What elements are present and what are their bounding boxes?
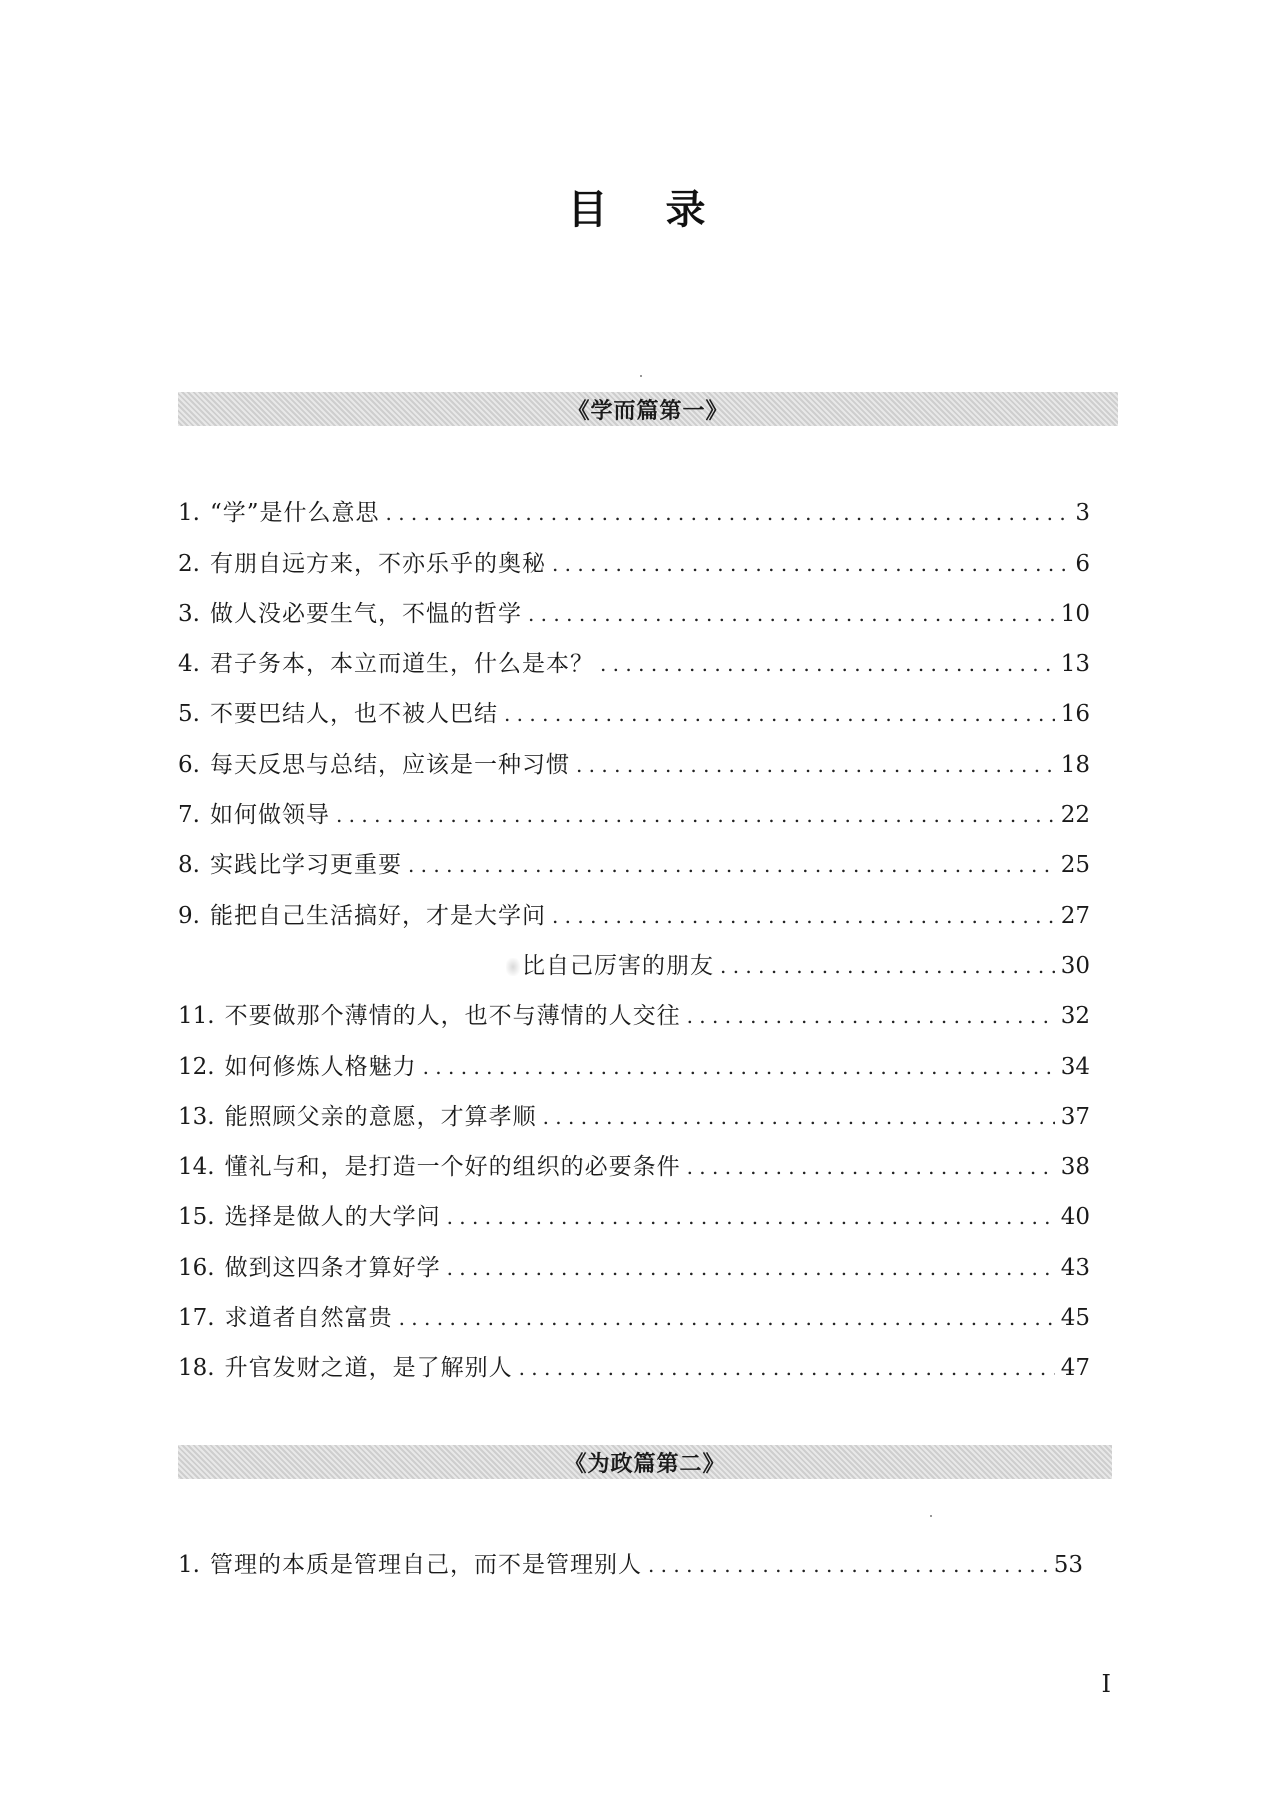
toc-entry-page: 45 bbox=[1060, 1305, 1090, 1332]
toc-entry-title: 选择是做人的大学问 bbox=[224, 1204, 441, 1231]
toc-entry-page: 53 bbox=[1053, 1552, 1083, 1579]
dot-leader bbox=[528, 599, 1055, 629]
toc-entry-title: 如何修炼人格魅力 bbox=[224, 1053, 417, 1080]
toc-entry bbox=[178, 880, 1090, 930]
toc-entry bbox=[178, 1283, 1090, 1333]
toc-entry-page: 30 bbox=[1060, 952, 1090, 979]
toc-entry bbox=[178, 1082, 1090, 1132]
dot-leader bbox=[423, 1052, 1055, 1082]
dot-leader bbox=[447, 1202, 1055, 1232]
toc-entry bbox=[178, 1182, 1090, 1232]
page-title: 目 录 bbox=[567, 187, 728, 233]
toc-entry-page: 47 bbox=[1060, 1355, 1090, 1382]
toc-entry-page: 6 bbox=[1075, 550, 1090, 577]
dot-leader bbox=[687, 1001, 1055, 1031]
toc-entry-title: 做人没必要生气，不愠的哲学 bbox=[209, 600, 522, 627]
toc-entry-number: 2. bbox=[178, 550, 200, 577]
toc-entry-page: 40 bbox=[1060, 1204, 1090, 1231]
toc-entry-page: 43 bbox=[1060, 1254, 1090, 1281]
toc-entry bbox=[178, 478, 1090, 528]
dot-leader bbox=[648, 1550, 1048, 1580]
toc-entry-number: 1. bbox=[178, 1552, 200, 1579]
toc-entry-title: 做到这四条才算好学 bbox=[224, 1254, 441, 1281]
toc-entry-number: 4. bbox=[178, 651, 200, 678]
toc-entry-title: “学”是什么意思 bbox=[209, 500, 380, 527]
dot-leader bbox=[519, 1353, 1055, 1383]
toc-entry-page: 22 bbox=[1060, 802, 1090, 829]
dot-leader bbox=[399, 1303, 1055, 1333]
dot-leader bbox=[543, 1102, 1055, 1132]
toc-entry bbox=[178, 830, 1090, 880]
dot-leader bbox=[552, 901, 1055, 931]
toc-entry bbox=[178, 1232, 1090, 1282]
dot-leader bbox=[504, 699, 1055, 729]
toc-entry-page: 18 bbox=[1060, 751, 1090, 778]
toc-entry-number: 17. bbox=[178, 1305, 215, 1332]
toc-entry-page: 37 bbox=[1060, 1103, 1090, 1130]
dot-leader bbox=[720, 951, 1055, 981]
toc-entry-number: 14. bbox=[178, 1154, 215, 1181]
toc-entry-title: 实践比学习更重要 bbox=[209, 852, 402, 879]
toc-entry bbox=[178, 1530, 1083, 1580]
toc-entry-number: 12. bbox=[178, 1053, 215, 1080]
toc-entry-number: 7. bbox=[178, 802, 200, 829]
toc-entry-number: 8. bbox=[178, 852, 200, 879]
toc-entry bbox=[178, 1333, 1090, 1383]
scan-speck bbox=[640, 375, 642, 377]
toc-entry bbox=[178, 528, 1090, 578]
toc-entry-title: 君子务本，本立而道生，什么是本？ bbox=[209, 651, 594, 678]
toc-entry-title: 懂礼与和，是打造一个好的组织的必要条件 bbox=[224, 1154, 681, 1181]
dot-leader bbox=[447, 1253, 1055, 1283]
dot-leader bbox=[408, 850, 1055, 880]
toc-entry-number: 13. bbox=[178, 1103, 215, 1130]
toc-entry-page: 34 bbox=[1060, 1053, 1090, 1080]
toc-entry-title: 比自己厉害的朋友 bbox=[506, 951, 714, 981]
dot-leader bbox=[576, 750, 1055, 780]
toc-entry-page: 13 bbox=[1060, 651, 1090, 678]
toc-entry bbox=[178, 729, 1090, 779]
toc-entry-page: 32 bbox=[1060, 1003, 1090, 1030]
toc-entry-title: 有朋自远方来，不亦乐乎的奥秘 bbox=[209, 550, 546, 577]
dot-leader bbox=[385, 498, 1069, 528]
dot-leader bbox=[336, 800, 1055, 830]
toc-list bbox=[178, 478, 1090, 1383]
dot-leader bbox=[600, 649, 1055, 679]
section-heading-band bbox=[178, 392, 1118, 426]
toc-entry-number: 18. bbox=[178, 1355, 215, 1382]
toc-entry-number: 1. bbox=[178, 500, 200, 527]
toc-entry-number: 3. bbox=[178, 600, 200, 627]
toc-entry-page: 16 bbox=[1060, 701, 1090, 728]
toc-entry bbox=[178, 579, 1090, 629]
toc-entry-title: 能照顾父亲的意愿，才算孝顺 bbox=[224, 1103, 537, 1130]
toc-entry-page: 27 bbox=[1060, 902, 1090, 929]
toc-entry-page: 10 bbox=[1060, 600, 1090, 627]
toc-entry-page: 38 bbox=[1060, 1154, 1090, 1181]
toc-entry bbox=[178, 1031, 1090, 1081]
toc-list bbox=[178, 1530, 1083, 1580]
dot-leader bbox=[687, 1152, 1055, 1182]
toc-entry-number: 6. bbox=[178, 751, 200, 778]
toc-entry-number: 15. bbox=[178, 1204, 215, 1231]
toc-entry-number: 16. bbox=[178, 1254, 215, 1281]
toc-entry bbox=[178, 1132, 1090, 1182]
toc-entry bbox=[178, 629, 1090, 679]
toc-entry-number: 9. bbox=[178, 902, 200, 929]
toc-entry-title: 不要巴结人，也不被人巴结 bbox=[209, 701, 498, 728]
toc-entry-title: 升官发财之道，是了解别人 bbox=[224, 1355, 513, 1382]
toc-entry-title: 能把自己生活搞好，才是大学问 bbox=[209, 902, 546, 929]
toc-entry-title: 每天反思与总结，应该是一种习惯 bbox=[209, 751, 570, 778]
section-heading: 《学而篇第一》 bbox=[567, 398, 729, 424]
toc-entry bbox=[178, 981, 1090, 1031]
page-number: I bbox=[1101, 1670, 1111, 1698]
scan-speck bbox=[930, 1515, 932, 1517]
toc-entry-number: 5. bbox=[178, 701, 200, 728]
toc-entry bbox=[178, 931, 1090, 981]
toc-entry-page: 3 bbox=[1075, 500, 1090, 527]
toc-entry bbox=[178, 780, 1090, 830]
toc-entry-title: 求道者自然富贵 bbox=[224, 1305, 393, 1332]
toc-entry-title: 不要做那个薄情的人，也不与薄情的人交往 bbox=[224, 1003, 681, 1030]
section-heading: 《为政篇第二》 bbox=[564, 1451, 726, 1477]
section-heading-band bbox=[178, 1445, 1112, 1479]
toc-entry-title: 管理的本质是管理自己，而不是管理别人 bbox=[209, 1552, 642, 1579]
toc-entry-title: 如何做领导 bbox=[209, 802, 330, 829]
toc-entry-number: 11. bbox=[178, 1003, 215, 1030]
dot-leader bbox=[552, 549, 1069, 579]
toc-entry bbox=[178, 679, 1090, 729]
toc-entry-page: 25 bbox=[1060, 852, 1090, 879]
